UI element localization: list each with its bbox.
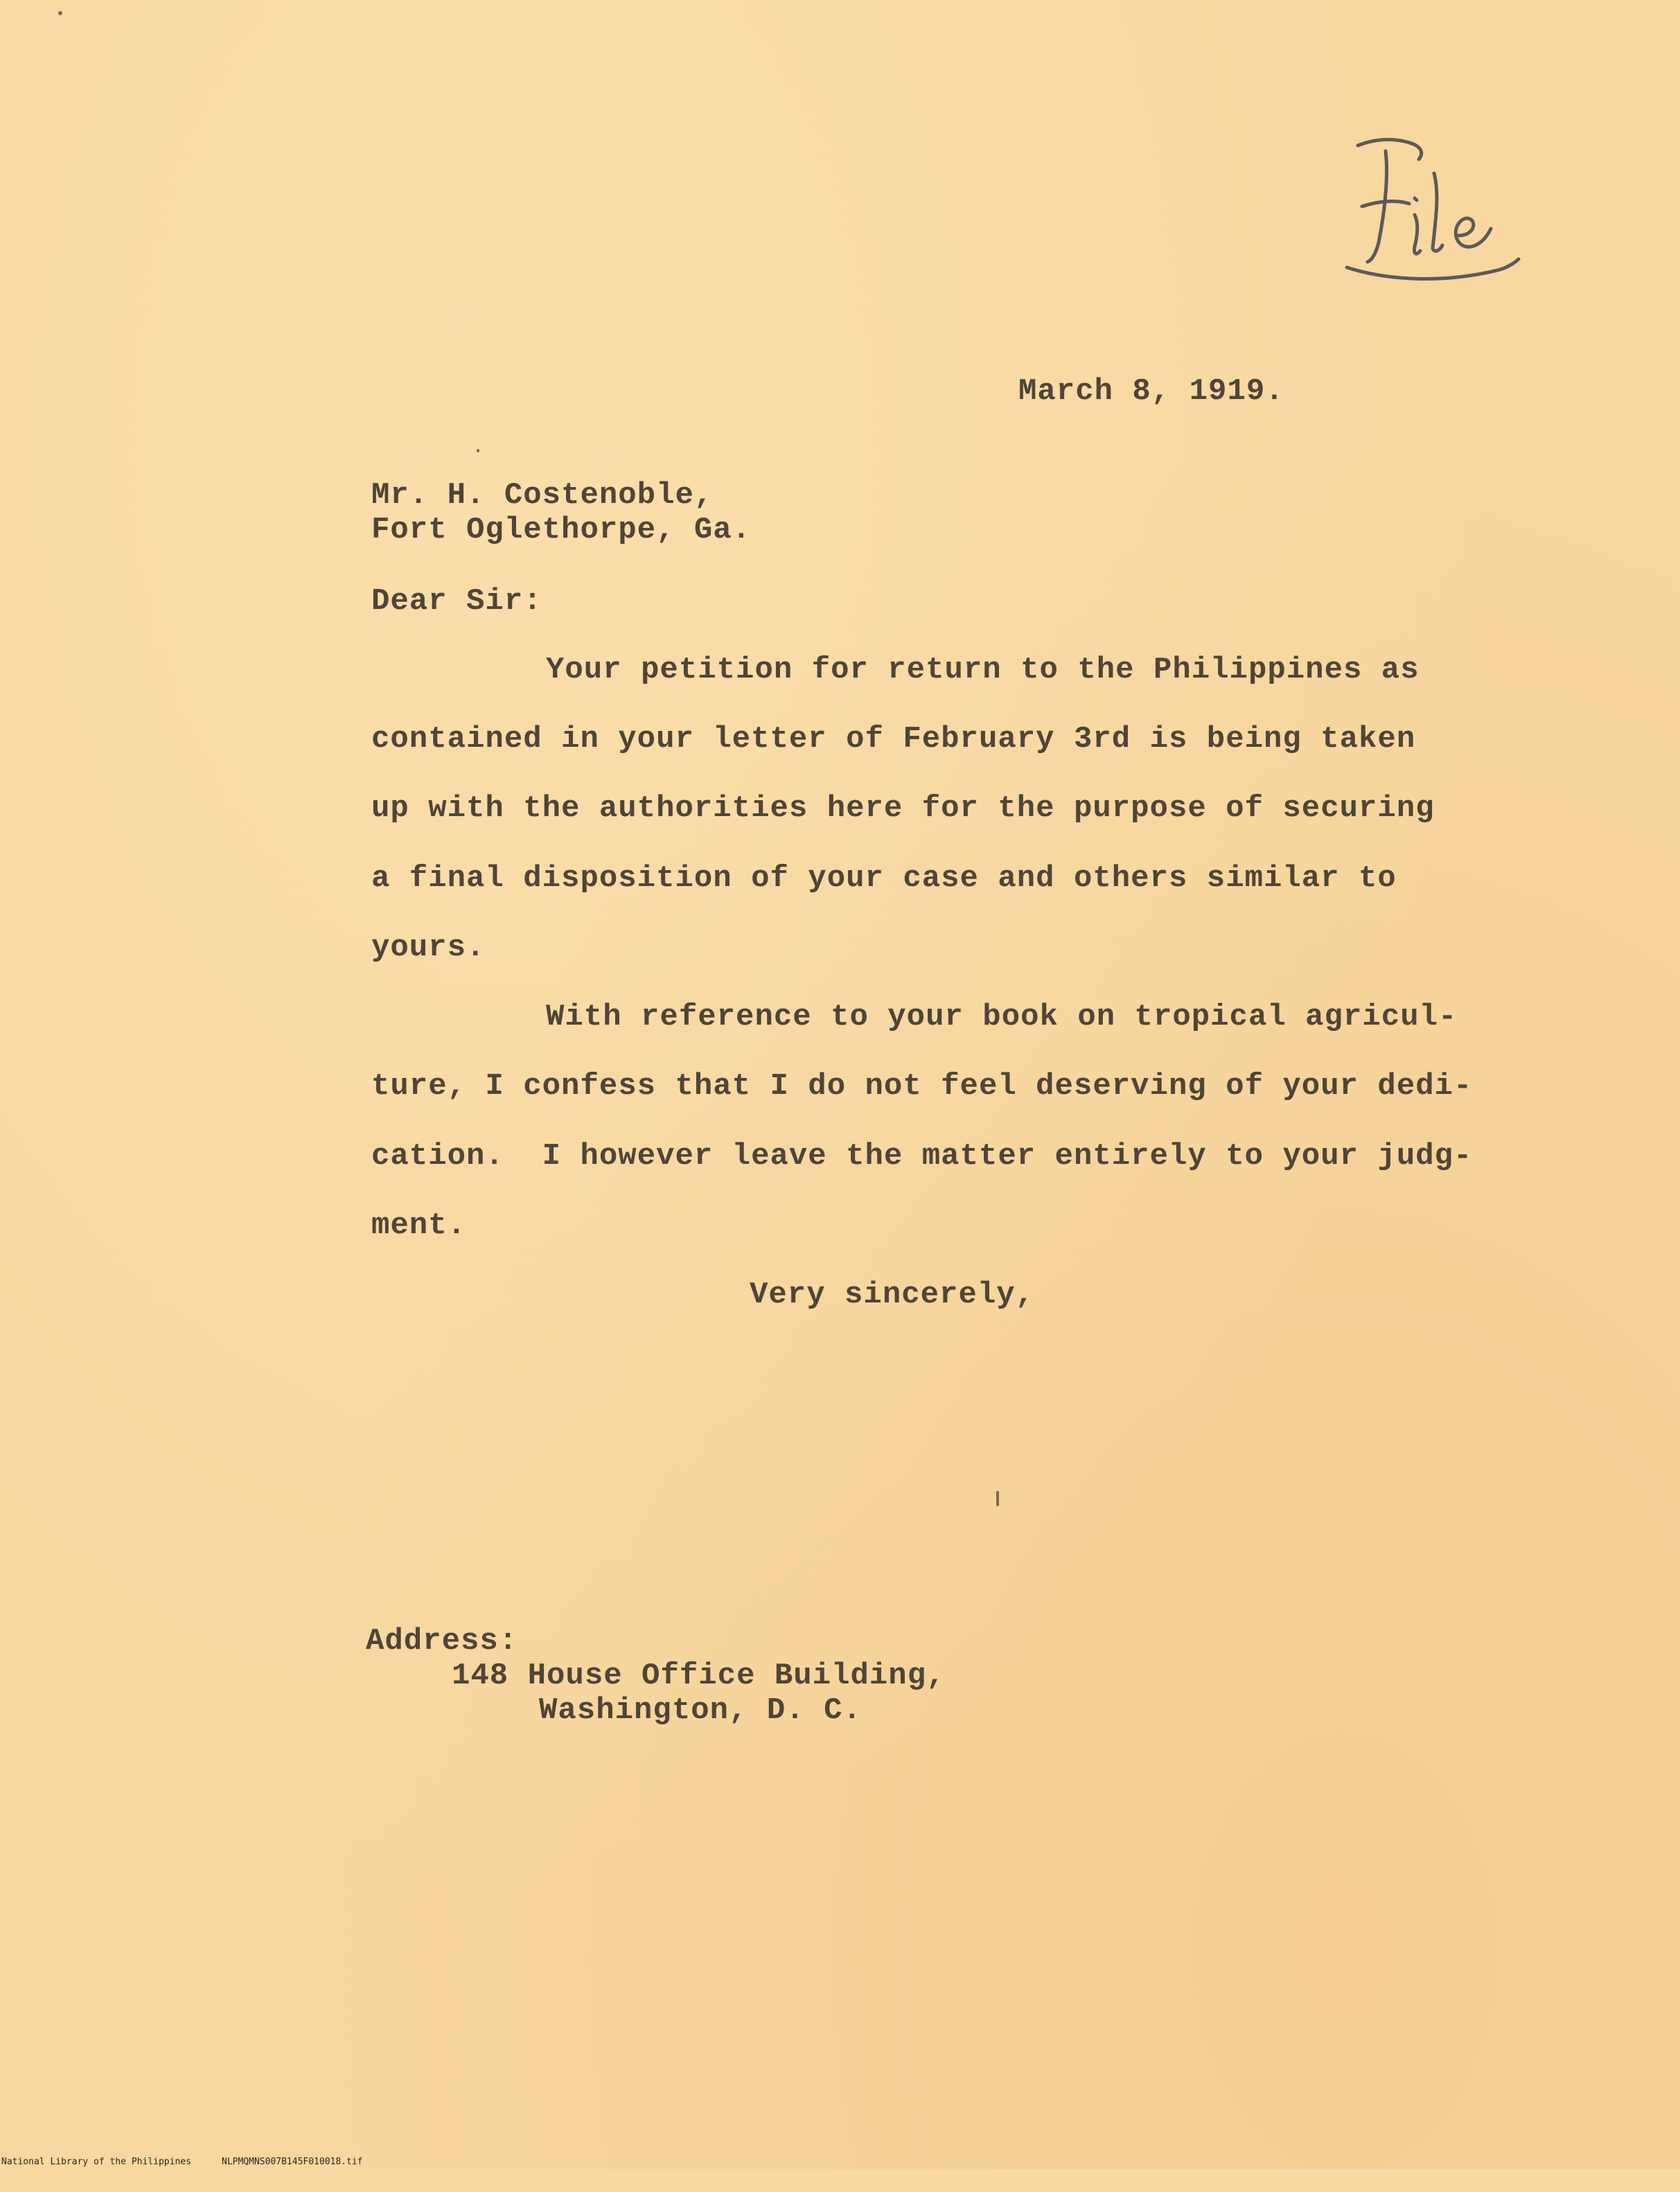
scan-footer: [0, 2155, 1680, 2169]
closing: Very sincerely,: [750, 1278, 1035, 1312]
paper-speck: [996, 1491, 999, 1506]
handwritten-file-note: [1337, 132, 1531, 291]
address-line: 148 House Office Building,: [452, 1659, 946, 1693]
recipient-name: Mr. H. Costenoble,: [371, 478, 714, 513]
paragraph-line: a final disposition of your case and others similar to: [371, 861, 1397, 896]
footer-library: National Library of the Philippines: [1, 2157, 191, 2167]
salutation: Dear Sir:: [371, 584, 542, 619]
paragraph-line: contained in your letter of February 3rd is being taken: [371, 722, 1416, 757]
footer-filename: NLPMQMNS007B145F010018.tif: [222, 2157, 363, 2167]
paragraph-line: ment.: [371, 1208, 467, 1243]
paragraph-line: yours.: [371, 930, 486, 965]
address-label: Address:: [366, 1624, 518, 1659]
paper-speck: [58, 11, 62, 15]
letter-date: March 8, 1919.: [1018, 374, 1284, 409]
recipient-location: Fort Oglethorpe, Ga.: [371, 513, 752, 547]
address-line: Washington, D. C.: [539, 1693, 862, 1728]
paragraph-line: With reference to your book on tropical agricul-: [546, 1000, 1458, 1034]
paragraph-line: cation. I however leave the matter entirely to your judg-: [371, 1139, 1473, 1174]
paragraph-line: ture, I confess that I do not feel deserving of your dedi-: [371, 1069, 1473, 1104]
paragraph-line: up with the authorities here for the purpose of securing: [371, 791, 1435, 826]
paragraph-line: Your petition for return to the Philippines as: [546, 653, 1420, 687]
paper-speck: [477, 449, 479, 452]
